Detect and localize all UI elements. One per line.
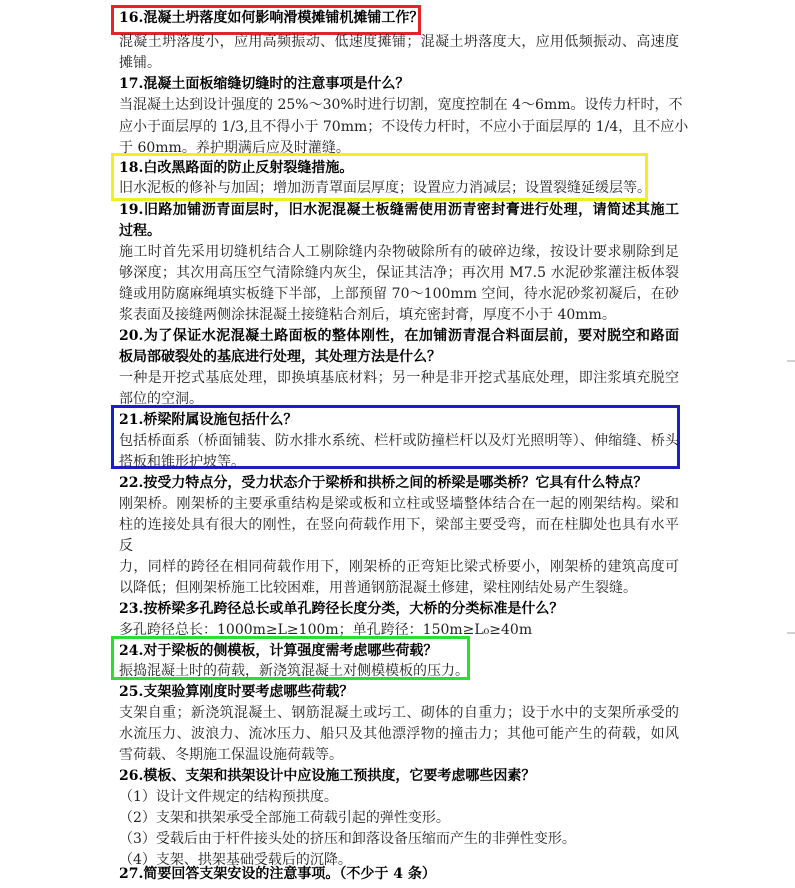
answer-17-line-1: 当混凝土达到设计强度的 25%～30%时进行切割，宽度控制在 4～6mm。设传力杆时，不 [119,97,683,113]
answer-16-line-1: 混凝土坍落度小，应用高频振动、低速度摊铺；混凝土坍落度大，应用低频振动、高速度 [119,34,679,50]
question-19-line-1: 19.旧路加铺沥青面层时，旧水泥混凝土板缝需使用沥青密封膏进行处理，请简述其施工 [119,202,679,218]
question-19-line-2: 过程。 [119,223,161,239]
answer-24-line-1: 振捣混凝土时的荷载，新浇筑混凝土对侧模模板的压力。 [119,663,469,679]
answer-19-line-2: 够深度；其次用高压空气清除缝内灰尘，保证其洁净；再次用 M7.5 水泥砂浆灌注板体裂 [119,265,679,281]
answer-21-line-2: 搭板和锥形护坡等。 [119,454,245,470]
answer-22-line-5: 以降低；但刚架桥施工比较困难，用普通钢筋混凝土修建，梁柱刚结处易产生裂缝。 [119,580,637,596]
question-17: 17.混凝土面板缩缝切缝时的注意事项是什么？ [119,76,410,92]
answer-20-line-1: 一种是开挖式基底处理，即换填基底材料；另一种是非开挖式基底处理，即注浆填充脱空 [119,370,679,386]
answer-17-line-3: 于 60mm。养护期满后应及时灌缝。 [119,140,350,156]
question-20-line-2: 板局部破裂处的基底进行处理，其处理方法是什么？ [119,349,441,365]
answer-22-line-2: 柱的连接处具有很大的刚性，在竖向荷载作用下，梁部主要受弯，而在柱脚处也具有水平 [119,517,679,533]
answer-22-line-1: 刚架桥。刚架桥的主要承重结构是梁或板和立柱或竖墙整体结合在一起的刚架结构。梁和 [119,496,679,512]
answer-26-line-3: （3）受载后由于杆件接头处的挤压和卸落设备压缩而产生的非弹性变形。 [119,831,576,847]
answer-25-line-1: 支架自重；新浇筑混凝土、钢筋混凝土或圬工、砌体的自重力；设于水中的支架所承受的 [119,705,679,721]
answer-18-line-1: 旧水泥板的修补与加固；增加沥青罩面层厚度；设置应力消减层；设置裂缝延缓层等。 [119,180,651,196]
question-18: 18.白改黑路面的防止反射裂缝措施。 [119,160,354,176]
answer-21-line-1: 包括桥面系（桥面铺装、防水排水系统、栏杆或防撞栏杆以及灯光照明等）、伸缩缝、桥头 [119,433,679,449]
question-16: 16.混凝土坍落度如何影响滑模摊铺机摊铺工作？ [119,10,424,26]
question-26: 26.模板、支架和拱架设计中应设施工预拱度，它要考虑哪些因素？ [119,768,536,784]
answer-19-line-4: 浆表面及接缝两侧涂抹混凝土接缝粘合剂后，填充密封膏，厚度不小于 40mm。 [119,307,616,323]
question-27: 27.简要回答支架安设的注意事项。（不少于 4 条） [119,866,436,882]
question-23: 23.按桥梁多孔跨径总长或单孔跨径长度分类，大桥的分类标准是什么？ [119,601,564,617]
question-25: 25.支架验算刚度时要考虑哪些荷载？ [119,684,354,700]
answer-20-line-2: 部位的空洞。 [119,391,203,407]
question-24: 24.对于梁板的侧模板，计算强度需考虑哪些荷载？ [119,643,438,659]
answer-26-line-1: （1）设计文件规定的结构预拱度。 [119,789,338,805]
question-20-line-1: 20.为了保证水泥混凝土路面板的整体刚性，在加铺沥青混合料面层前，要对脱空和路面 [119,328,679,344]
answer-19-line-3: 缝或用防腐麻绳填实板缝下半部，上部预留 70～100mm 空间，待水泥砂浆初凝后，在砂 [119,286,679,302]
answer-22-line-4: 力，同样的跨径在相同荷载作用下，刚架桥的正弯矩比梁式桥要小，刚架桥的建筑高度可 [119,559,679,575]
answer-22-line-3: 反 [119,538,133,554]
page-edge-mark [787,632,795,634]
question-22: 22.按受力特点分，受力状态介于梁桥和拱桥之间的桥梁是哪类桥？它具有什么特点？ [119,475,648,491]
answer-16-line-2: 摊铺。 [119,55,161,71]
answer-26-line-2: （2）支架和拱架承受全部施工荷载引起的弹性变形。 [119,810,450,826]
answer-26-line-4: （4）支架、拱架基础受载后的沉降。 [119,852,352,868]
question-21: 21.桥梁附属设施包括什么？ [119,412,298,428]
answer-17-line-2: 应小于面层厚的 1/3,且不得小于 70mm；不设传力杆时，不应小于面层厚的 1/4，且不应小 [119,119,689,135]
page-edge-mark [787,360,795,362]
answer-25-line-2: 水流压力、波浪力、流冰压力、船只及其他漂浮物的撞击力；其他可能产生的荷载，如风 [119,726,679,742]
answer-25-line-3: 雪荷载、冬期施工保温设施荷载等。 [119,747,343,763]
answer-19-line-1: 施工时首先采用切缝机结合人工剔除缝内杂物破除所有的破碎边缘，按设计要求剔除到足 [119,244,679,260]
answer-23-line-1: 多孔跨径总长：1000m≥L≥100m；单孔跨径：150m≥L₀≥40m [119,622,533,638]
